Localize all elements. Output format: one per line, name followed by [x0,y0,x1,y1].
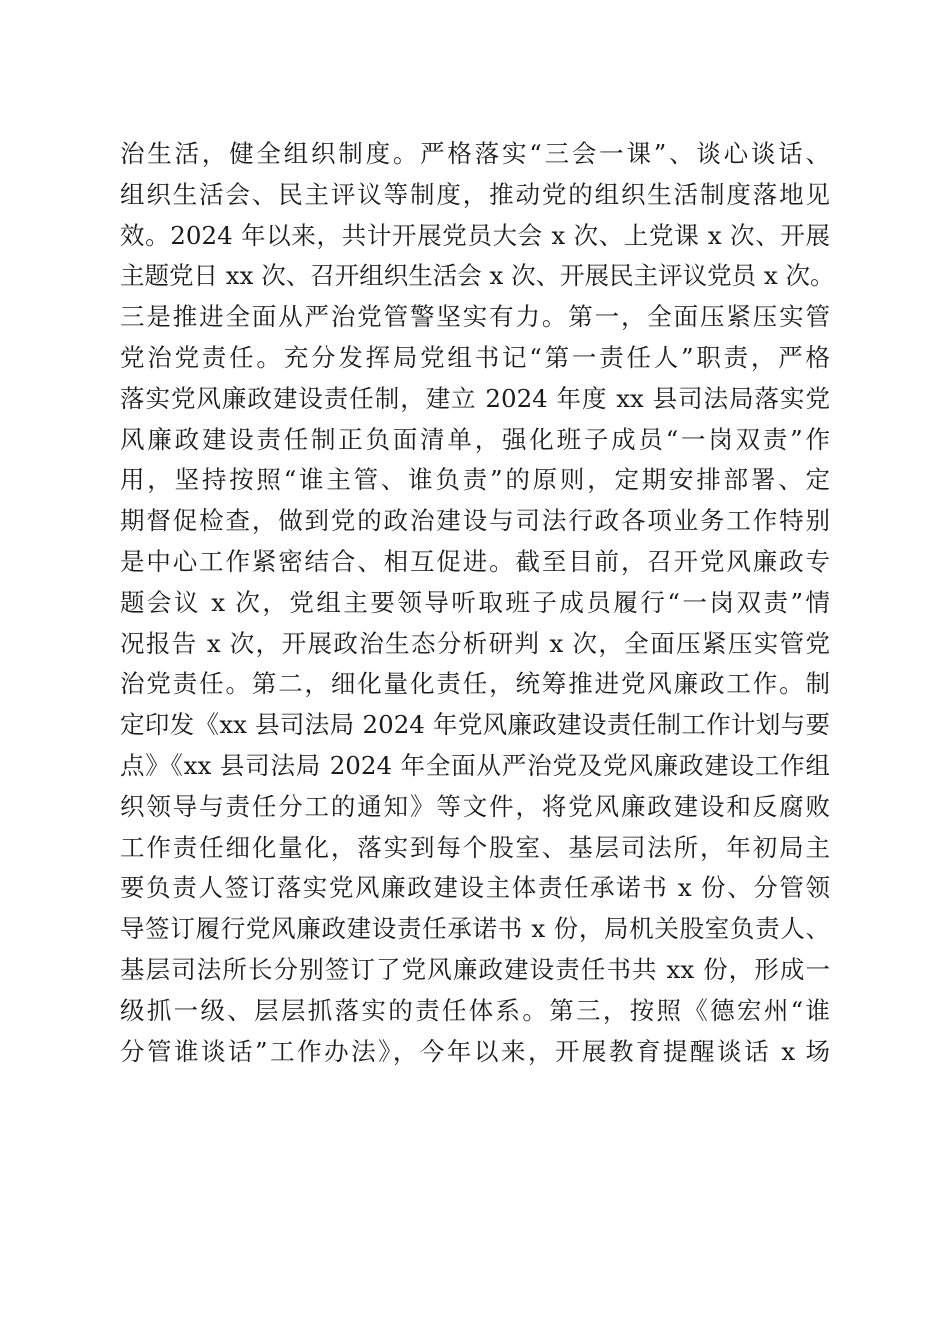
text-line: 是中心工作紧密结合、相互促进。截至目前，召开党风廉政专 [120,546,830,576]
text-line: 风廉政建设责任制正负面清单，强化班子成员“一岗双责”作 [120,424,830,454]
text-line: 效。2024 年以来，共计开展党员大会 x 次、上党课 x 次、开展 [120,220,830,250]
text-line: 题会议 x 次，党组主要领导听取班子成员履行“一岗双责”情 [120,587,830,617]
text-line: 点》《xx 县司法局 2024 年全面从严治党及党风廉政建设工作组 [120,750,830,780]
text-line: 导签订履行党风廉政建设责任承诺书 x 份，局机关股室负责人、 [120,914,830,944]
text-line: 级抓一级、层层抓落实的责任体系。第三，按照《德宏州“谁 [120,995,830,1025]
text-line: 要负责人签订落实党风廉政建设主体责任承诺书 x 份、分管领 [120,873,830,903]
text-line: 组织生活会、民主评议等制度，推动党的组织生活制度落地见 [120,179,830,209]
text-line: 基层司法所长分别签订了党风廉政建设责任书共 xx 份，形成一 [120,954,830,984]
text-line: 定印发《xx 县司法局 2024 年党风廉政建设责任制工作计划与要 [120,710,830,740]
text-line: 治党责任。第二，细化量化责任，统筹推进党风廉政工作。制 [120,669,830,699]
body-text [120,134,835,1072]
text-line: 用，坚持按照“谁主管、谁负责”的原则，定期安排部署、定 [120,465,830,495]
text-line: 况报告 x 次，开展政治生态分析研判 x 次，全面压紧压实管党 [120,628,830,658]
text-line: 期督促检查，做到党的政治建设与司法行政各项业务工作特别 [120,506,830,536]
text-line: 分管谁谈话”工作办法》，今年以来，开展教育提醒谈话 x 场 [120,1036,830,1066]
text-line: 三是推进全面从严治党管警坚实有力。第一，全面压紧压实管 [120,302,830,332]
text-line: 工作责任细化量化，落实到每个股室、基层司法所，年初局主 [120,832,830,862]
text-line: 主题党日 xx 次、召开组织生活会 x 次、开展民主评议党员 x 次。 [120,261,835,291]
text-line: 治生活，健全组织制度。严格落实“三会一课”、谈心谈话、 [120,139,830,168]
text-line: 党治党责任。充分发挥局党组书记“第一责任人”职责，严格 [120,342,830,372]
text-line: 织领导与责任分工的通知》等文件，将党风廉政建设和反腐败 [120,791,830,821]
text-line: 落实党风廉政建设责任制，建立 2024 年度 xx 县司法局落实党 [120,383,830,413]
